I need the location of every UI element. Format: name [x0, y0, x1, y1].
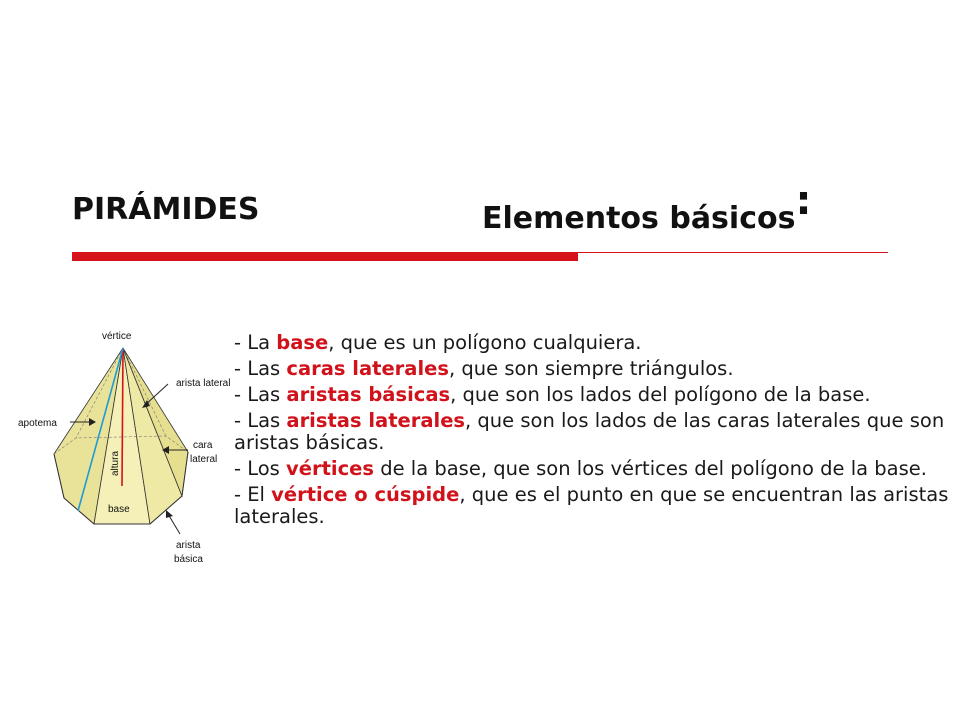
label-height: altura [110, 450, 121, 476]
label-base: base [108, 504, 130, 515]
term: aristas laterales [286, 409, 466, 432]
pyramid-diagram [16, 326, 230, 572]
label-basic-edge-1: arista [176, 540, 201, 551]
title-underline-thin [578, 252, 888, 253]
list-item: - Las aristas laterales, que son los lados de las caras laterales que son aristas básicas. [234, 409, 945, 454]
label-face-2: lateral [190, 454, 218, 465]
term: base [276, 331, 329, 354]
slide-title [72, 178, 912, 242]
term: aristas básicas [286, 383, 451, 406]
title-colon: : [795, 178, 812, 224]
label-apothem: apotema [18, 418, 57, 429]
elements-list [234, 332, 950, 532]
height-line [122, 348, 123, 486]
title-sub [482, 178, 812, 238]
arrow-head-4 [166, 510, 173, 518]
term: vértices [286, 457, 374, 480]
list-item: - Los vértices de la base, que son los vértices del polígono de la base. [234, 457, 927, 480]
term: vértice o cúspide [271, 483, 460, 506]
list-item: - Las aristas básicas, que son los lados del polígono de la base. [234, 383, 871, 406]
list-item: - El vértice o cúspide, que es el punto en que se encuentran las aristas laterales. [234, 483, 949, 528]
term: caras laterales [286, 357, 449, 380]
list-item: - Las caras laterales, que son siempre triángulos. [234, 357, 734, 380]
label-lateral-edge: arista lateral [176, 378, 230, 389]
label-vertex: vértice [102, 331, 132, 342]
title-sub-text: Elementos básicos [482, 201, 796, 236]
label-basic-edge-2: básica [174, 554, 203, 565]
label-face-1: cara [193, 440, 213, 451]
pyramid-figure [16, 326, 230, 572]
title-underline-thick [72, 252, 578, 261]
list-item: - La base, que es un polígono cualquiera. [234, 331, 642, 354]
title-main: PIRÁMIDES [72, 192, 260, 227]
arrow-basic-edge [168, 514, 180, 534]
